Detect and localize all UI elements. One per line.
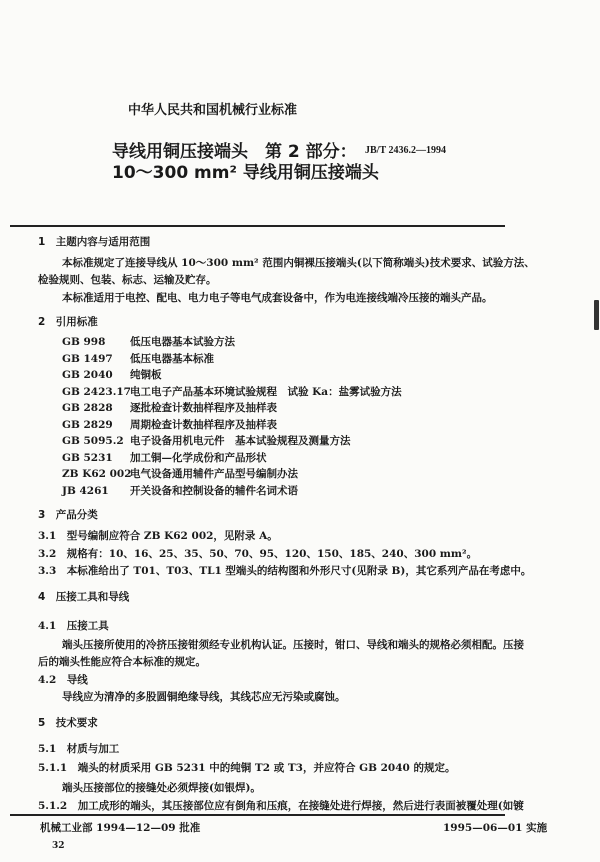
paragraph: 检验规则、包装、标志、运输及贮存。: [38, 274, 217, 286]
ref-title: 加工铜—化学成份和产品形状: [130, 451, 267, 464]
reference-item: [62, 418, 277, 432]
ref-code: GB 2829: [62, 418, 113, 431]
section-2-heading: 2 引用标准: [38, 316, 98, 328]
reference-item: [62, 368, 162, 382]
ref-code: GB 1497: [62, 352, 113, 365]
ref-title: 周期检查计数抽样程序及抽样表: [130, 418, 277, 431]
ref-code: GB 2828: [62, 402, 113, 414]
ref-title: 纯铜板: [130, 369, 162, 381]
clause-5-1-1: 5.1.1 端头的材质采用 GB 5231 中的纯铜 T2 或 T3，并应符合 GB 2040 的规定。: [38, 762, 456, 774]
paragraph: 本标准规定了连接导线从 10～300 mm² 范围内铜裸压接端头(以下简称端头)技术要求、试验方法、: [62, 257, 535, 269]
reference-item: [62, 451, 267, 465]
issuer: 中华人民共和国机械行业标准: [128, 103, 298, 118]
ref-title: 电子设备用机电元件 基本试验规程及测量方法: [130, 435, 351, 447]
section-1-heading: 1 主题内容与适用范围: [38, 236, 151, 248]
clause-5-1: 5.1 材质与加工: [38, 743, 120, 755]
header-rule: [10, 225, 505, 227]
ref-code: GB 5095.2: [62, 435, 124, 447]
section-4-heading: 4 压接工具和导线: [38, 591, 130, 603]
paragraph: 本标准适用于电控、配电、电力电子等电气成套设备中，作为电连接线端冷压接的端头产品。: [62, 292, 493, 304]
reference-item: [62, 352, 214, 366]
reference-item: [62, 385, 402, 399]
footer-rule: [10, 814, 505, 816]
section-5-heading: 5 技术要求: [38, 717, 98, 729]
clause-3-2: 3.2 规格有：10、16、25、35、50、70、95、120、150、185、240、300 mm²。: [38, 548, 478, 560]
title-line-1: 导线用铜压接端头 第 2 部分：: [112, 142, 357, 162]
section-3-heading: 3 产品分类: [38, 509, 98, 521]
ref-title: 开关设备和控制设备的辅件名词术语: [130, 484, 298, 497]
reference-item: [62, 434, 351, 448]
title-line-2: 10～300 mm² 导线用铜压接端头: [112, 163, 379, 183]
ref-title: 电气设备通用辅件产品型号编制办法: [130, 468, 298, 480]
paragraph: 导线应为清净的多股圆铜绝缘导线，其线芯应无污染或腐蚀。: [62, 691, 346, 703]
standard-number: JB/T 2436.2—1994: [365, 145, 446, 156]
ref-code: GB 5231: [62, 451, 113, 464]
reference-item: [62, 484, 298, 498]
ref-title: 逐批检查计数抽样程序及抽样表: [130, 402, 277, 414]
effective-date: 1995—06—01 实施: [443, 822, 548, 834]
reference-item: [62, 335, 235, 349]
ref-title: 低压电器基本标准: [130, 352, 214, 365]
ref-title: 低压电器基本试验方法: [130, 336, 235, 348]
paragraph: 端头压接所使用的冷挤压接钳须经专业机构认证。压接时，钳口、导线和端头的规格必须相配。压接: [62, 639, 524, 651]
ref-code: GB 2040: [62, 369, 113, 381]
clause-3-1: 3.1 型号编制应符合 ZB K62 002，见附录 A。: [38, 530, 278, 542]
ref-code: GB 998: [62, 336, 106, 348]
page-number: 32: [52, 841, 65, 851]
reference-item: [62, 467, 298, 481]
clause-3-3: 3.3 本标准给出了 T01、T03、TL1 型端头的结构图和外形尺寸(见附录 B)，其它系列产品在考虑中。: [38, 565, 532, 577]
clause-5-1-2: 5.1.2 加工成形的端头，其压接部位应有倒角和压痕，在接缝处进行焊接，然后进行表面被覆处理(如镀: [38, 800, 524, 812]
ref-code: GB 2423.17: [62, 385, 131, 398]
approval-date: 机械工业部 1994—12—09 批准: [40, 822, 201, 834]
ref-code: JB 4261: [62, 484, 109, 497]
scan-edge-mark: [594, 300, 599, 330]
ref-title: 电工电子产品基本环境试验规程 试验 Ka：盐雾试验方法: [130, 385, 402, 398]
ref-code: ZB K62 002: [62, 468, 132, 480]
clause-4-1: 4.1 压接工具: [38, 620, 109, 632]
paragraph: 端头压接部位的接缝处必须焊接(如银焊)。: [62, 782, 261, 794]
reference-item: [62, 401, 277, 415]
clause-4-2: 4.2 导线: [38, 674, 88, 686]
paragraph: 后的端头性能应符合本标准的规定。: [38, 656, 206, 668]
